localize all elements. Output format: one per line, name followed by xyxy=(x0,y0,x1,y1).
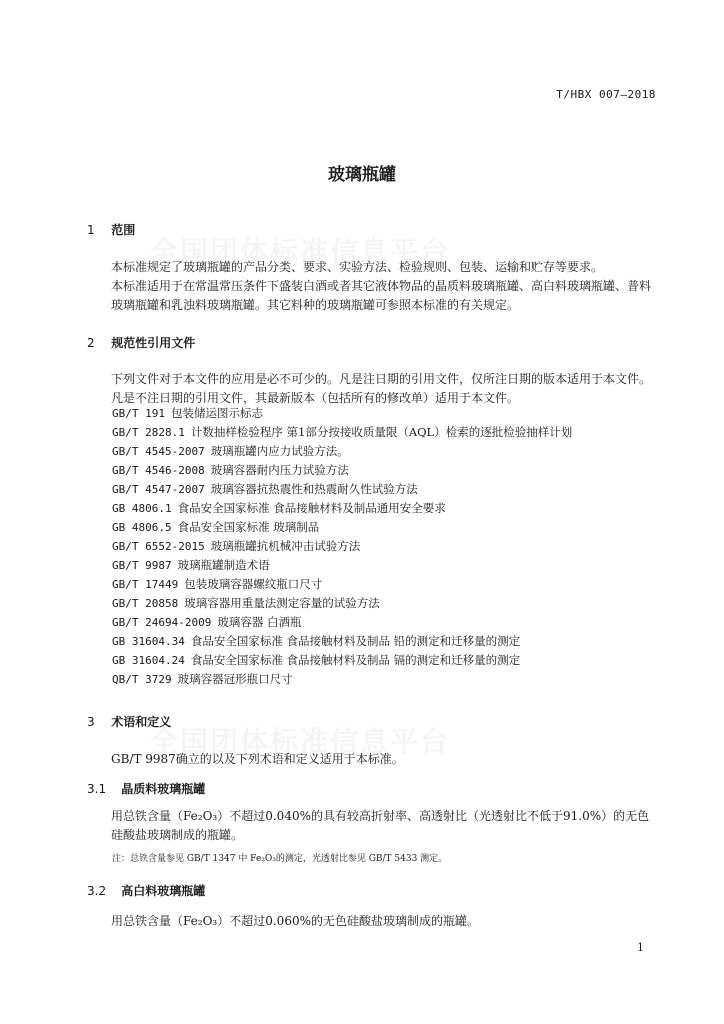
section-number: 1 xyxy=(87,223,95,237)
section-number: 3.2 xyxy=(87,884,107,898)
reference-code: GB/T 20858 xyxy=(112,597,179,610)
reference-code: GB 31604.24 xyxy=(112,654,185,667)
reference-item xyxy=(112,461,572,480)
paragraph xyxy=(87,750,657,769)
subsection-heading xyxy=(87,882,205,899)
reference-item xyxy=(112,518,572,537)
reference-item xyxy=(112,613,572,632)
reference-title: 玻璃瓶罐内应力试验方法。 xyxy=(210,444,349,458)
reference-title: 食品安全国家标准 食品接触材料及制品 铅的测定和迁移量的测定 xyxy=(190,634,521,648)
section-title: 高白料玻璃瓶罐 xyxy=(121,884,206,898)
reference-code: GB/T 4546-2008 xyxy=(112,464,205,477)
reference-item xyxy=(112,594,572,613)
section-number: 3 xyxy=(87,715,95,729)
reference-list xyxy=(112,404,572,689)
section-title: 晶质料玻璃瓶罐 xyxy=(121,782,206,796)
reference-code: GB 31604.34 xyxy=(112,635,185,648)
reference-code: GB/T 6552-2015 xyxy=(112,540,205,553)
reference-title: 食品安全国家标准 食品接触材料及制品通用安全要求 xyxy=(177,501,446,515)
paragraph-text: 本标准规定了玻璃瓶罐的产品分类、要求、实验方法、检验规则、包装、运输和贮存等要求。 xyxy=(111,260,604,274)
paragraph-text: 本标准适用于在常温常压条件下盛装白酒或者其它液体物品的晶质料玻璃瓶罐、高白料玻璃瓶罐、普料玻璃瓶罐和乳浊料玻璃瓶罐。其它料种的玻璃瓶罐可参照本标准的有关规定。 xyxy=(111,279,652,312)
section-number: 3.1 xyxy=(87,782,107,796)
reference-item xyxy=(112,632,572,651)
paragraph xyxy=(87,258,657,315)
paragraph xyxy=(87,912,657,931)
reference-item xyxy=(112,442,572,461)
reference-title: 包装玻璃容器螺纹瓶口尺寸 xyxy=(184,577,323,591)
page-number: 1 xyxy=(637,941,644,954)
reference-title: 食品安全国家标准 玻璃制品 xyxy=(177,520,320,534)
section-title: 规范性引用文件 xyxy=(111,336,196,350)
reference-title: 玻璃容器 白酒瓶 xyxy=(217,615,302,629)
section-number: 2 xyxy=(87,336,95,350)
reference-item xyxy=(112,480,572,499)
reference-item xyxy=(112,537,572,556)
reference-code: GB 4806.5 xyxy=(112,521,172,534)
reference-title: 玻璃容器冠形瓶口尺寸 xyxy=(177,672,293,686)
reference-item xyxy=(112,556,572,575)
reference-item xyxy=(112,651,572,670)
reference-code: GB/T 17449 xyxy=(112,578,179,591)
section-heading xyxy=(87,713,171,730)
reference-title: 计数抽样检验程序 第1部分按接收质量限（AQL）检索的逐批检验抽样计划 xyxy=(190,425,573,439)
reference-item xyxy=(112,670,572,689)
section-heading xyxy=(87,334,195,351)
reference-code: QB/T 3729 xyxy=(112,673,172,686)
reference-code: GB/T 4545-2007 xyxy=(112,445,205,458)
reference-title: 玻璃容器抗热震性和热震耐久性试验方法 xyxy=(210,482,418,496)
section-heading xyxy=(87,221,135,238)
reference-item xyxy=(112,575,572,594)
reference-code: GB 4806.1 xyxy=(112,502,172,515)
subsection-heading xyxy=(87,780,205,797)
document-title: 玻璃瓶罐 xyxy=(328,165,396,185)
reference-code: GB/T 4547-2007 xyxy=(112,483,205,496)
section-title: 术语和定义 xyxy=(111,715,172,729)
reference-item xyxy=(112,423,572,442)
reference-title: 玻璃瓶罐制造术语 xyxy=(177,558,270,572)
reference-title: 玻璃容器耐内压力试验方法 xyxy=(210,463,349,477)
paragraph-text: 用总铁含量（Fe₂O₃）不超过0.040%的具有较高折射率、高透射比（光透射比不低于91.0%）的无色硅酸盐玻璃制成的瓶罐。 xyxy=(111,809,650,842)
reference-title: 玻璃容器用重量法测定容量的试验方法 xyxy=(184,596,380,610)
paragraph xyxy=(87,807,657,845)
reference-title: 包装储运图示标志 xyxy=(170,406,263,420)
reference-title: 食品安全国家标准 食品接触材料及制品 镉的测定和迁移量的测定 xyxy=(190,653,521,667)
reference-item xyxy=(112,499,572,518)
paragraph-text: 用总铁含量（Fe₂O₃）不超过0.060%的无色硅酸盐玻璃制成的瓶罐。 xyxy=(111,914,479,928)
paragraph-text: GB/T 9987确立的以及下列术语和定义适用于本标准。 xyxy=(111,752,404,766)
note: 注：总铁含量参见 GB/T 1347 中 Fe₂O₃的测定，光透射比参见 GB/T 5433 测定。 xyxy=(112,854,448,864)
reference-item xyxy=(112,404,572,423)
reference-title: 玻璃瓶罐抗机械冲击试验方法 xyxy=(210,539,361,553)
standard-code: T/HBX 007—2018 xyxy=(556,88,656,101)
reference-code: GB/T 9987 xyxy=(112,559,172,572)
paragraph-text: 下列文件对于本文件的应用是必不可少的。凡是注日期的引用文件，仅所注日期的版本适用于本文件。凡是不注日期的引用文件，其最新版本（包括所有的修改单）适用于本文件。 xyxy=(111,372,652,405)
reference-code: GB/T 24694-2009 xyxy=(112,616,212,629)
section-title: 范围 xyxy=(111,223,136,237)
reference-code: GB/T 191 xyxy=(112,407,165,420)
reference-code: GB/T 2828.1 xyxy=(112,426,185,439)
paragraph xyxy=(87,370,657,408)
